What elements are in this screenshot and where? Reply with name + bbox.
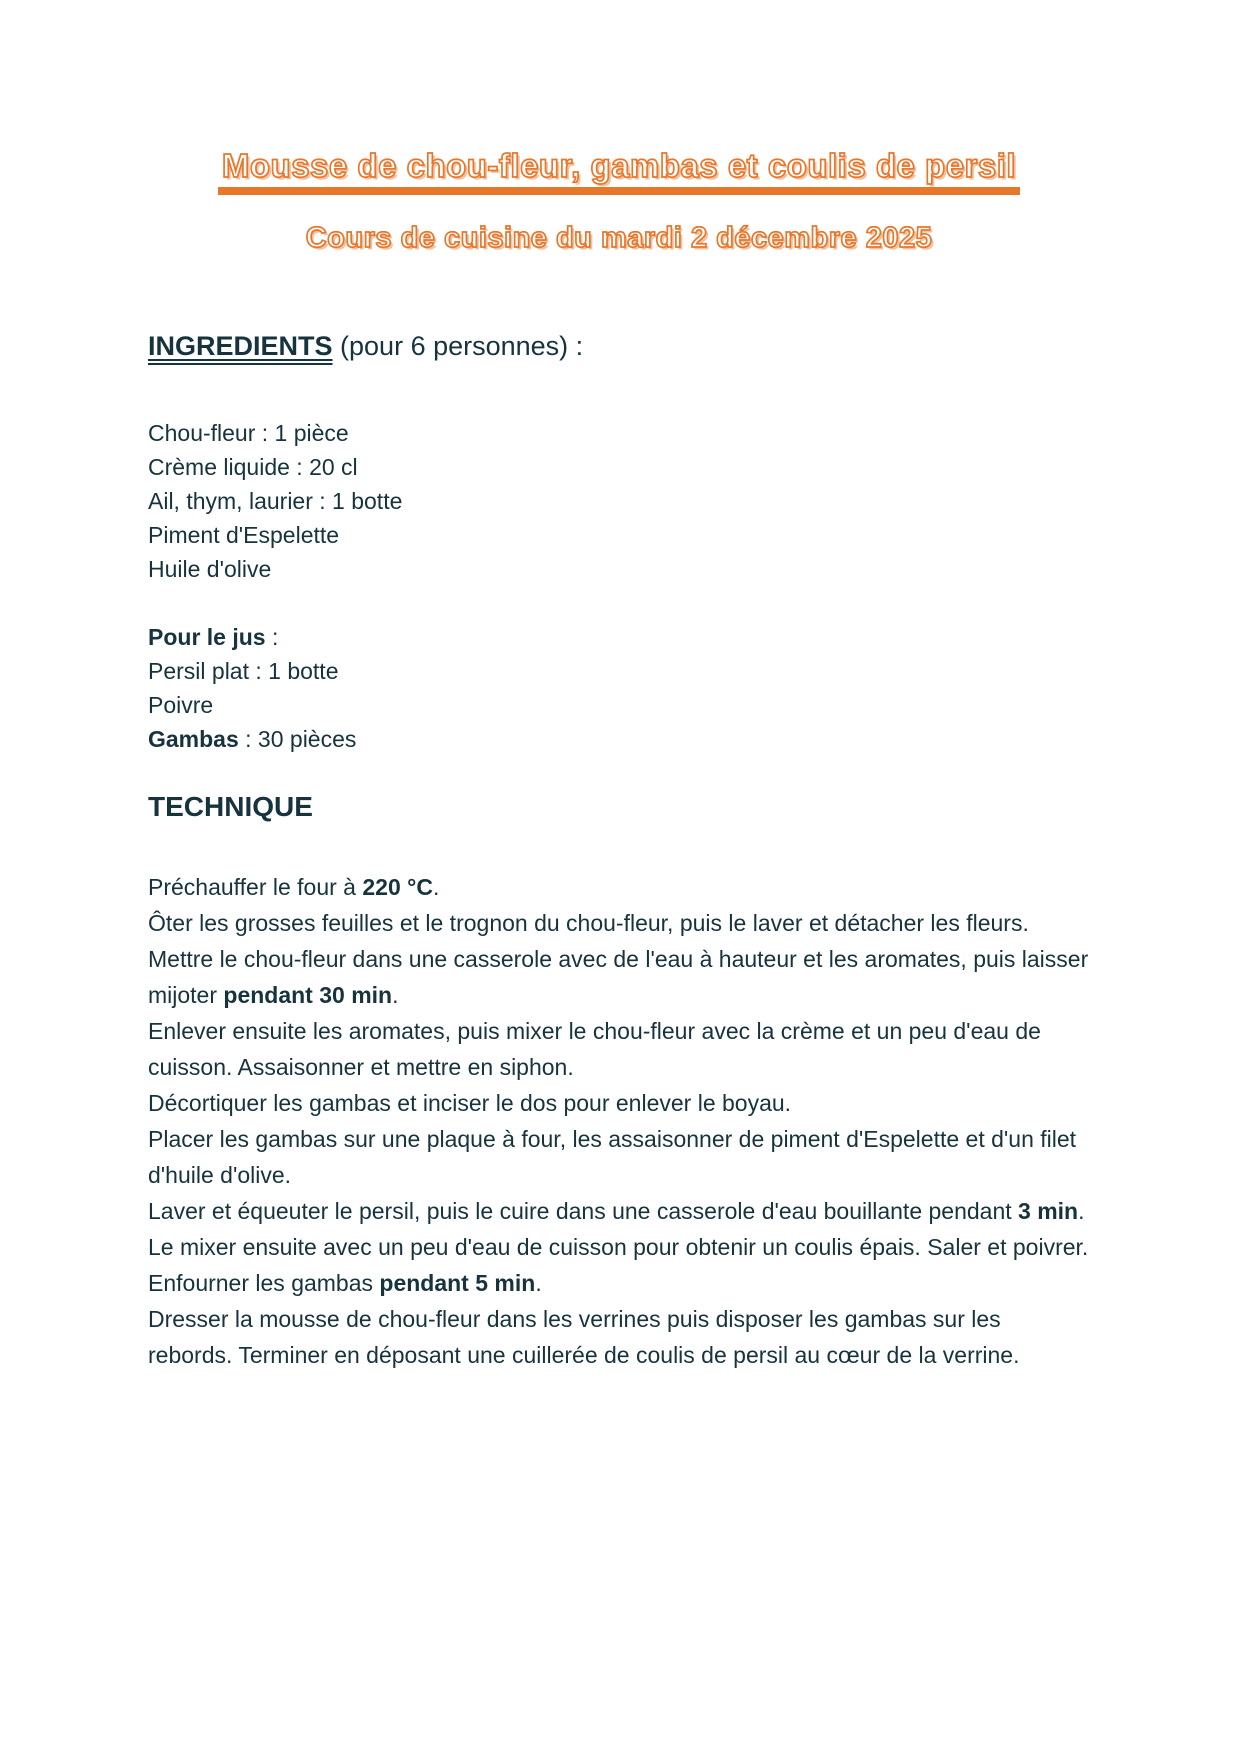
gambas-item xyxy=(148,722,1090,756)
technique-step: Enfourner les gambas pendant 5 min. xyxy=(148,1270,542,1296)
ingredient-list xyxy=(148,416,1090,586)
jus-heading-row xyxy=(148,620,1090,654)
technique-step: Ôter les grosses feuilles et le trognon du chou-fleur, puis le laver et détacher les fleurs. xyxy=(148,910,1029,936)
jus-heading-suffix: : xyxy=(265,624,279,650)
technique-steps xyxy=(148,869,1090,1373)
technique-step: Dresser la mousse de chou-fleur dans les verrines puis disposer les gambas sur les rebords. Terminer en déposant une cuillerée de coulis de persil au cœur de la verrine. xyxy=(148,1306,1020,1368)
technique-heading: TECHNIQUE xyxy=(148,791,313,822)
ingredient-item: Huile d'olive xyxy=(148,556,272,582)
ingredient-item: Crème liquide : 20 cl xyxy=(148,454,358,480)
technique-step: Décortiquer les gambas et inciser le dos pour enlever le boyau. xyxy=(148,1090,792,1116)
ingredient-item: Chou-fleur : 1 pièce xyxy=(148,420,349,446)
technique-step: Enlever ensuite les aromates, puis mixer le chou-fleur avec la crème et un peu d'eau de cuisson. Assaisonner et mettre en siphon. xyxy=(148,1018,1041,1080)
ingredient-item: Piment d'Espelette xyxy=(148,522,340,548)
ingredients-heading: INGREDIENTS xyxy=(148,331,333,361)
ingredient-item: Ail, thym, laurier : 1 botte xyxy=(148,488,403,514)
jus-ingredient-item: Persil plat : 1 botte xyxy=(148,658,339,684)
jus-ingredient-list xyxy=(148,620,1090,756)
ingredients-heading-row xyxy=(148,331,1090,362)
course-subtitle: Cours de cuisine du mardi 2 décembre 2025 xyxy=(305,222,933,254)
technique-step: Laver et équeuter le persil, puis le cuire dans une casserole d'eau bouillante pendant 3 min. Le mixer ensuite avec un peu d'eau de cuisson pour obtenir un coulis épais. Saler et poivrer. xyxy=(148,1198,1089,1260)
recipe-title-row xyxy=(148,147,1090,195)
course-subtitle-row xyxy=(148,222,1090,255)
technique-step: Placer les gambas sur une plaque à four, les assaisonner de piment d'Espelette et d'un filet d'huile d'olive. xyxy=(148,1126,1077,1188)
technique-step: Préchauffer le four à 220 °C. xyxy=(148,874,440,900)
jus-heading: Pour le jus xyxy=(148,624,266,650)
gambas-quantity: : 30 pièces xyxy=(238,726,357,752)
recipe-title: Mousse de chou-fleur, gambas et coulis de persil xyxy=(218,147,1020,195)
gambas-label: Gambas xyxy=(148,726,239,752)
ingredients-heading-note: (pour 6 personnes) : xyxy=(332,331,584,361)
technique-step: Mettre le chou-fleur dans une casserole avec de l'eau à hauteur et les aromates, puis laisser mijoter pendant 30 min. xyxy=(148,946,1089,1008)
jus-ingredient-item: Poivre xyxy=(148,692,214,718)
